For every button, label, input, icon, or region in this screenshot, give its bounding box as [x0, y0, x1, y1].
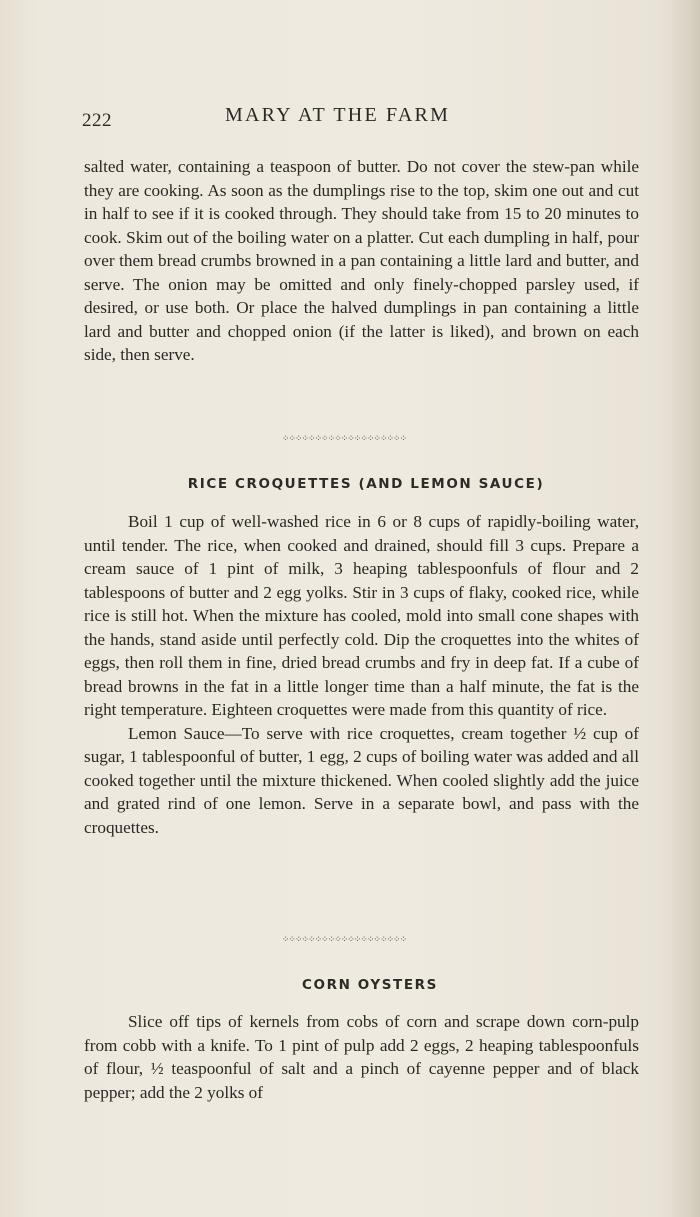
page-header [80, 104, 640, 134]
paragraph: Boil 1 cup of well-washed rice in 6 or 8 cups of rapidly-boiling water, until tender. The rice, when cooked and drained, should fill 3 cups. Prepare a cream sauce of 1 pint of milk, 3 heaping tablespoonfuls of flour and 2 tablespoons of butter and 2 egg yolks. Stir in 3 cups of flaky, cooked rice, while rice is still hot. When the mixture has cooled, mold into small cone shapes with the hands, stand aside until perfectly cold. Dip the croquettes into the whites of eggs, then roll them in fine, dried bread crumbs and fry in deep fat. If a cube of bread browns in the fat in a little longer time than a half minute, the fat is the right temperature. Eighteen croquettes were made from this quantity of rice. [84, 512, 639, 719]
section-title-rice-croquettes: RICE CROQUETTES (AND LEMON SAUCE) [187, 476, 545, 492]
corn-oysters-recipe [84, 1010, 639, 1104]
rice-croquettes-recipe [84, 510, 639, 839]
section-title-corn-oysters: CORN OYSTERS [301, 977, 439, 993]
running-head: MARY AT THE FARM [225, 104, 451, 126]
section-ornament: ⁘⁘⁘⁘⁘⁘⁘⁘⁘⁘⁘⁘⁘⁘⁘⁘⁘⁘⁘ [281, 434, 407, 444]
paragraph: salted water, containing a teaspoon of butter. Do not cover the stew-pan while they are cooking. As soon as the dumplings rise to the top, skim one out and cut in half to see if it is cooked through. They should take from 15 to 20 minutes to cook. Skim out of the boiling water on a platter. Cut each dumpling in half, pour over them bread crumbs browned in a pan containing a little lard and butter, and serve. The onion may be omitted and only finely-chopped parsley used, if desired, or use both. Or place the halved dumplings in pan containing a little lard and butter and chopped onion (if the latter is liked), and brown on each side, then serve. [84, 157, 639, 364]
paragraph: Slice off tips of kernels from cobs of corn and scrape down corn-pulp from cobb with a knife. To 1 pint of pulp add 2 eggs, 2 heaping tablespoonfuls of flour, ½ teaspoonful of salt and a pinch of cayenne pepper and of black pepper; add the 2 yolks of [84, 1012, 639, 1102]
section-ornament: ⁘⁘⁘⁘⁘⁘⁘⁘⁘⁘⁘⁘⁘⁘⁘⁘⁘⁘⁘ [281, 935, 407, 945]
paragraph-lemon-sauce: Lemon Sauce—To serve with rice croquettes, cream together ½ cup of sugar, 1 tablespoonful of butter, 1 egg, 2 cups of boiling water was added and all cooked together until the mixture thickened. When cooled slightly add the juice and grated rind of one lemon. Serve in a separate bowl, and pass with the croquettes. [84, 723, 639, 837]
page-number: 222 [82, 110, 112, 131]
dumplings-continuation [84, 155, 639, 367]
